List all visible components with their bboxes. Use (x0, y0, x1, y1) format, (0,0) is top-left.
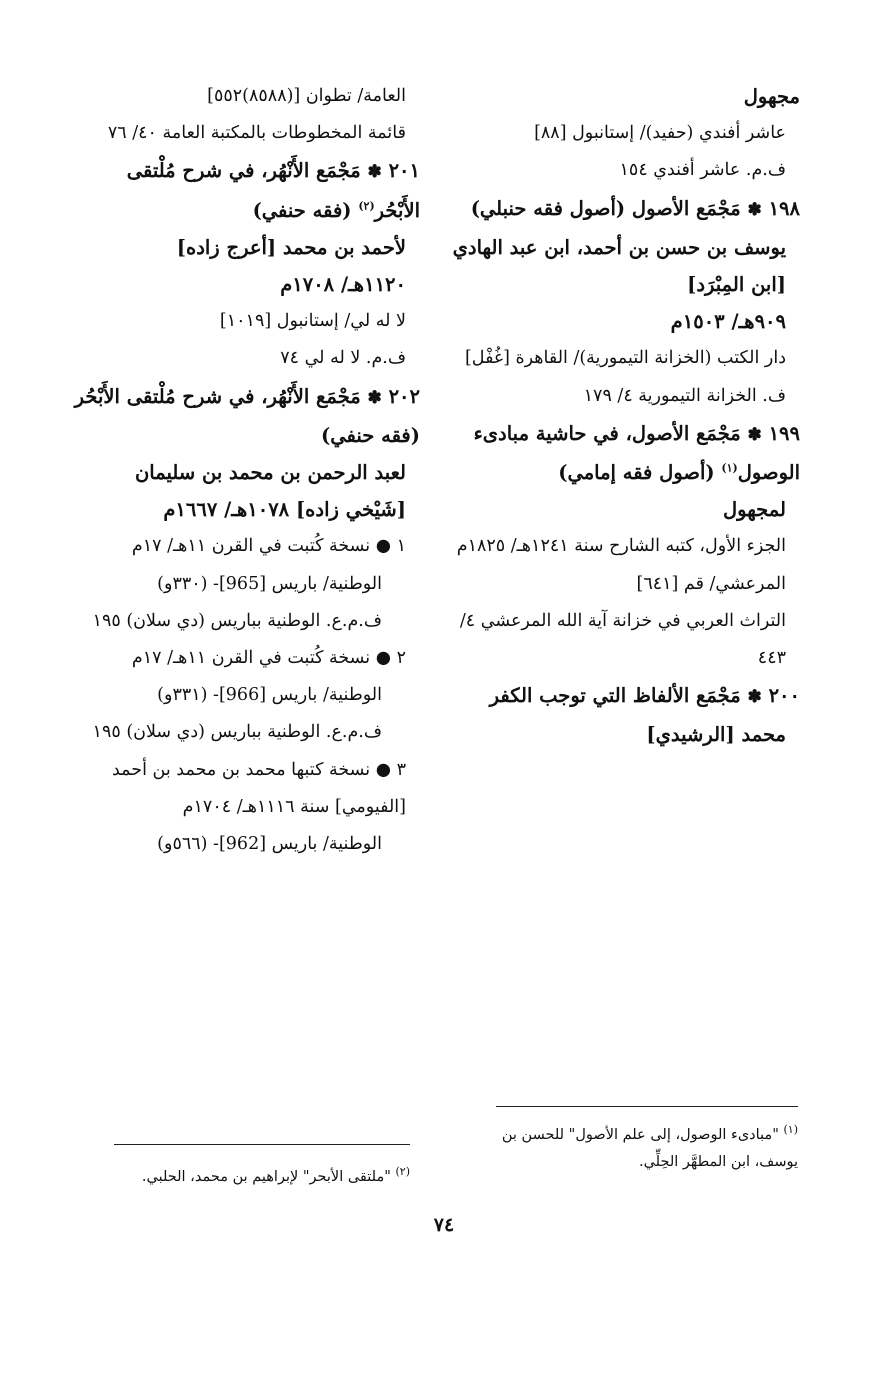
catalog-ref: ف.م. عاشر أفندي ١٥٤ (619, 160, 786, 181)
entry-number: ٢٠٠ (768, 684, 800, 708)
copy-item (74, 528, 420, 565)
bullet-icon: ● (375, 536, 392, 557)
entry-198-date: ٩٠٩هـ/ ١٥٠٣م (670, 310, 786, 334)
footnote-ref-1: (١) (721, 461, 738, 475)
entry-201-date: ١١٢٠هـ/ ١٧٠٨م (280, 273, 406, 297)
asterisk-icon: ✽ (367, 162, 382, 183)
footnote-text: "مبادىء الوصول، إلى علم الأصول" للحسن بن يوسف، ابن المطهَّر الحِلِّي. (501, 1127, 798, 1170)
footnote-number: (٢) (395, 1165, 410, 1179)
entry-201-manuscript: لا له لي/ إستانبول [١٠١٩] (219, 311, 406, 332)
copy-item (74, 640, 420, 677)
entry-201-author: لأحمد بن محمد [أعرج زاده] (176, 235, 406, 259)
entry-title-text: مَجْمَع الأَنْهُر، في شرح مُلْتقى الأَبْحُر (126, 159, 420, 222)
copy-catalog: ف.م.ع. الوطنية بباريس (دي سلان) ١٩٥ (92, 610, 382, 631)
copy-library: الوطنية/ باريس [962]- (٥٦٦و) (157, 834, 382, 855)
asterisk-icon: ✽ (747, 199, 762, 220)
entry-subject: (أصول فقه حنبلي) (470, 196, 626, 220)
bullet-icon: ● (375, 759, 392, 780)
entry-198-author: يوسف بن حسن بن أحمد، ابن عبد الهادي [ابن المِبْرَد] (452, 235, 786, 297)
copy-item (74, 752, 420, 826)
footnote-text: "ملتقى الأبحر" لإبراهيم بن محمد، الحلبي. (141, 1169, 391, 1185)
entry-199-manuscript: المرعشي/ قم [٦٤١] (636, 573, 786, 594)
continued-catalog: قائمة المخطوطات بالمكتبة العامة ٤٠/ ٧٦ (107, 123, 406, 144)
entry-198-catalog: ف. الخزانة التيمورية ٤/ ١٧٩ (583, 385, 786, 406)
entry-title-text: مَجْمَع الأصول (631, 196, 741, 220)
asterisk-icon: ✽ (367, 387, 382, 408)
bullet-icon: ● (375, 648, 392, 669)
footnote-divider-right (496, 1106, 798, 1107)
entry-202-author: لعبد الرحمن بن محمد بن سليمان [شَيْخي زاده] ١٠٧٨هـ/ ١٦٦٧م (134, 461, 406, 522)
copy-library: الوطنية/ باريس [965]- (٣٣٠و) (157, 573, 382, 594)
copy-description: نسخة كتبها محمد بن محمد بن أحمد [الفيومي] سنة ١١١٦هـ/ ١٧٠٤م (112, 759, 406, 817)
entry-202-title (74, 378, 420, 454)
copy-number: ٢ (396, 648, 406, 669)
manuscript-location: عاشر أفندي (حفيد)/ إستانبول [٨٨] (534, 123, 786, 144)
copy-number: ١ (396, 536, 406, 557)
entry-199-title (452, 415, 800, 491)
entry-201-catalog: ف.م. لا له لي ٧٤ (280, 348, 406, 369)
entry-subject: (فقه حنفي) (321, 423, 420, 447)
entry-198-manuscript: دار الكتب (الخزانة التيمورية)/ القاهرة [غُفْل] (464, 348, 786, 369)
copy-number: ٣ (396, 759, 406, 780)
entry-198-title (452, 190, 800, 229)
footnote-2 (100, 1164, 410, 1191)
entry-201-title (74, 152, 420, 228)
entry-199-note: الجزء الأول، كتبه الشارح سنة ١٢٤١هـ/ ١٨٢٥م (456, 536, 786, 557)
right-column (452, 78, 800, 754)
copy-library: الوطنية/ باريس [966]- (٣٣١و) (157, 685, 382, 706)
entry-number: ١٩٩ (768, 421, 800, 445)
copy-catalog: ف.م.ع. الوطنية بباريس (دي سلان) ١٩٥ (92, 722, 382, 743)
entry-number: ١٩٨ (768, 196, 800, 220)
footnote-divider-left (114, 1144, 410, 1145)
copy-description: نسخة كُتبت في القرن ١١هـ/ ١٧م (131, 536, 371, 557)
footnote-number: (١) (783, 1123, 798, 1137)
asterisk-icon: ✽ (747, 424, 762, 445)
entry-subject: (فقه حنفي) (252, 198, 352, 222)
author-unknown-top: مجهول (743, 85, 800, 108)
entry-title-text: مَجْمَع الألفاظ التي توجب الكفر (489, 684, 741, 708)
entry-number: ٢٠٢ (388, 384, 420, 408)
continued-manuscript: العامة/ تطوان [(٨٥٨٨)٥٥٢] (207, 86, 406, 106)
entry-title-text: مَجْمَع الأَنْهُر، في شرح مُلْتقى الأَبْحُر (74, 384, 361, 408)
asterisk-icon: ✽ (747, 687, 762, 708)
entry-number: ٢٠١ (388, 159, 420, 183)
entry-199-catalog: التراث العربي في خزانة آية الله المرعشي ٤/ ٤٤٣ (459, 610, 786, 669)
footnote-1 (460, 1122, 798, 1176)
entry-subject: (أصول فقه إمامي) (558, 461, 715, 485)
page-number: ٧٤ (433, 1214, 455, 1236)
entry-199-author: لمجهول (722, 498, 786, 522)
entry-title-text: مَجْمَع الأصول، في حاشية مبادىء الوصول (473, 421, 800, 485)
footnote-ref-2: (٢) (358, 199, 375, 213)
entry-200-author: محمد [الرشيدي] (646, 723, 786, 747)
entry-200-title (452, 677, 800, 716)
copy-description: نسخة كُتبت في القرن ١١هـ/ ١٧م (131, 648, 371, 669)
left-column (74, 78, 420, 863)
